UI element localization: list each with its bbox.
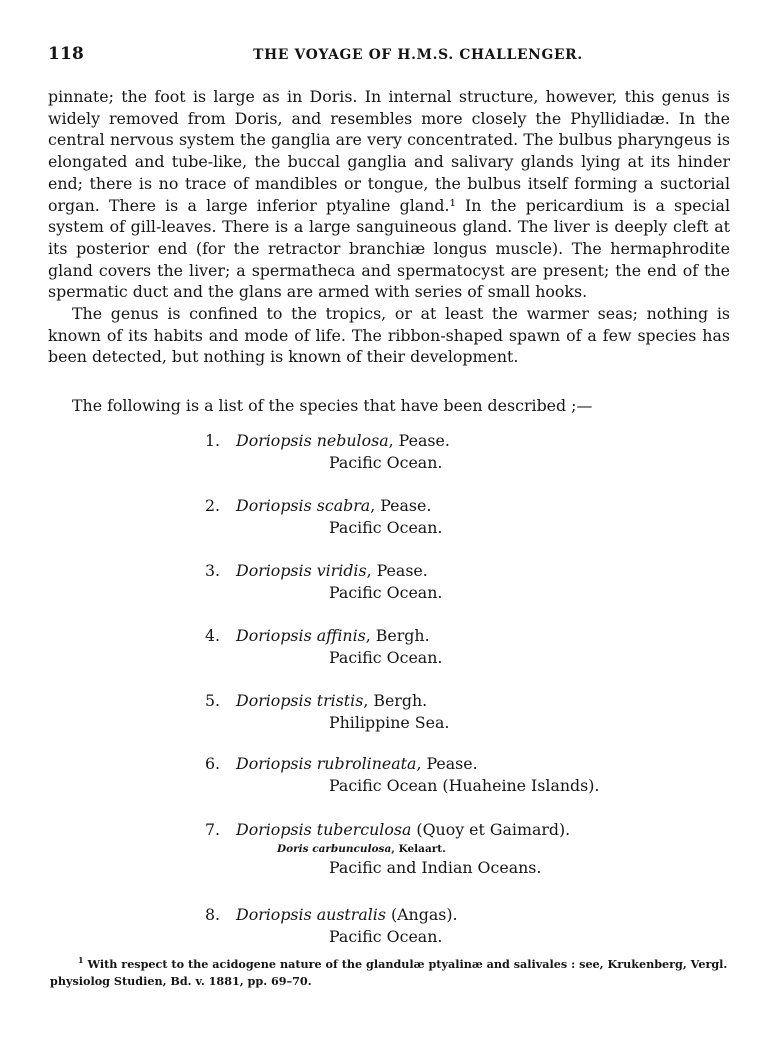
species-entry	[205, 753, 705, 797]
species-entry	[205, 690, 705, 734]
species-number: 2.	[205, 496, 221, 515]
species-epithet: tristis	[316, 691, 364, 710]
species-epithet: viridis	[316, 561, 367, 580]
species-list-intro: The following is a list of the species that have been described ;—	[72, 396, 593, 415]
species-entry	[205, 819, 705, 879]
page-number: 118	[48, 44, 85, 64]
species-epithet: australis	[316, 905, 386, 924]
species-entry	[205, 560, 705, 604]
species-genus: Doriopsis	[236, 820, 312, 839]
species-number: 7.	[205, 820, 221, 839]
species-entry	[205, 495, 705, 539]
species-entry	[205, 904, 705, 948]
species-locality: Pacific Ocean.	[329, 648, 443, 667]
species-locality: Pacific Ocean.	[329, 583, 443, 602]
species-epithet: rubrolineata	[316, 754, 417, 773]
footnote-marker: 1	[78, 955, 84, 966]
species-authority: , Pease.	[388, 431, 450, 450]
species-epithet: scabra	[316, 496, 371, 515]
species-locality: Pacific Ocean (Huaheine Islands).	[329, 776, 600, 795]
species-genus: Doriopsis	[236, 626, 312, 645]
species-genus: Doriopsis	[236, 905, 312, 924]
species-genus: Doriopsis	[236, 561, 312, 580]
species-authority: , Pease.	[370, 496, 432, 515]
species-entry	[205, 430, 705, 474]
synonym-authority: , Kelaart.	[391, 843, 446, 855]
species-synonym	[205, 841, 705, 857]
species-locality: Pacific Ocean.	[329, 453, 443, 472]
species-number: 8.	[205, 905, 221, 924]
footnote-text: With respect to the acidogene nature of the glandulæ ptyalinæ and salivales : see, Krukenberg, Vergl. physiolog Studien, Bd. v. 1881, pp. 69–70.	[50, 957, 728, 988]
synonym-name: Doris carbunculosa	[277, 843, 392, 855]
species-number: 5.	[205, 691, 221, 710]
species-epithet: nebulosa	[316, 431, 389, 450]
species-locality: Philippine Sea.	[329, 713, 450, 732]
species-number: 6.	[205, 754, 221, 773]
species-genus: Doriopsis	[236, 431, 312, 450]
species-locality: Pacific and Indian Oceans.	[329, 858, 542, 877]
species-locality: Pacific Ocean.	[329, 518, 443, 537]
species-authority: (Angas).	[385, 905, 458, 924]
species-number: 3.	[205, 561, 221, 580]
paragraph-genus-description: pinnate; the foot is large as in Doris. In internal structure, however, this genus is widely removed from Doris, and resembles more closely the Phyllidiadæ. In the central nervous system the ganglia are very concentrated. The bulbus pharyngeus is elongated and tube-like, the buccal ganglia and salivary glands lying at its hinder end; there is no trace of mandibles or tongue, the bulbus itself forming a suctorial organ. There is a large inferior ptyaline gland.¹ In the pericardium is a special system of gill-leaves. There is a large sanguineous gland. The liver is deeply cleft at its posterior end (for the retractor branchiæ longus muscle). The hermaphrodite gland covers the liver; a spermatheca and spermatocyst are present; the end of the spermatic duct and the glans are armed with series of small hooks.	[48, 87, 730, 302]
species-genus: Doriopsis	[236, 754, 312, 773]
species-authority: , Pease.	[416, 754, 478, 773]
species-genus: Doriopsis	[236, 691, 312, 710]
species-epithet: affinis	[316, 626, 366, 645]
species-authority: , Pease.	[366, 561, 428, 580]
species-entry	[205, 625, 705, 669]
species-authority: (Quoy et Gaimard).	[411, 820, 571, 839]
species-authority: , Bergh.	[365, 626, 430, 645]
running-title: THE VOYAGE OF H.M.S. CHALLENGER.	[253, 47, 583, 63]
species-epithet: tuberculosa	[316, 820, 412, 839]
species-number: 4.	[205, 626, 221, 645]
footnote	[50, 956, 730, 989]
species-number: 1.	[205, 431, 221, 450]
species-locality: Pacific Ocean.	[329, 927, 443, 946]
species-authority: , Bergh.	[363, 691, 428, 710]
body-text	[48, 86, 730, 368]
page-header	[48, 44, 730, 72]
paragraph-distribution: The genus is confined to the tropics, or at least the warmer seas; nothing is known of its habits and mode of life. The ribbon-shaped spawn of a few species has been detected, but nothing is known of their development.	[48, 304, 730, 367]
species-genus: Doriopsis	[236, 496, 312, 515]
